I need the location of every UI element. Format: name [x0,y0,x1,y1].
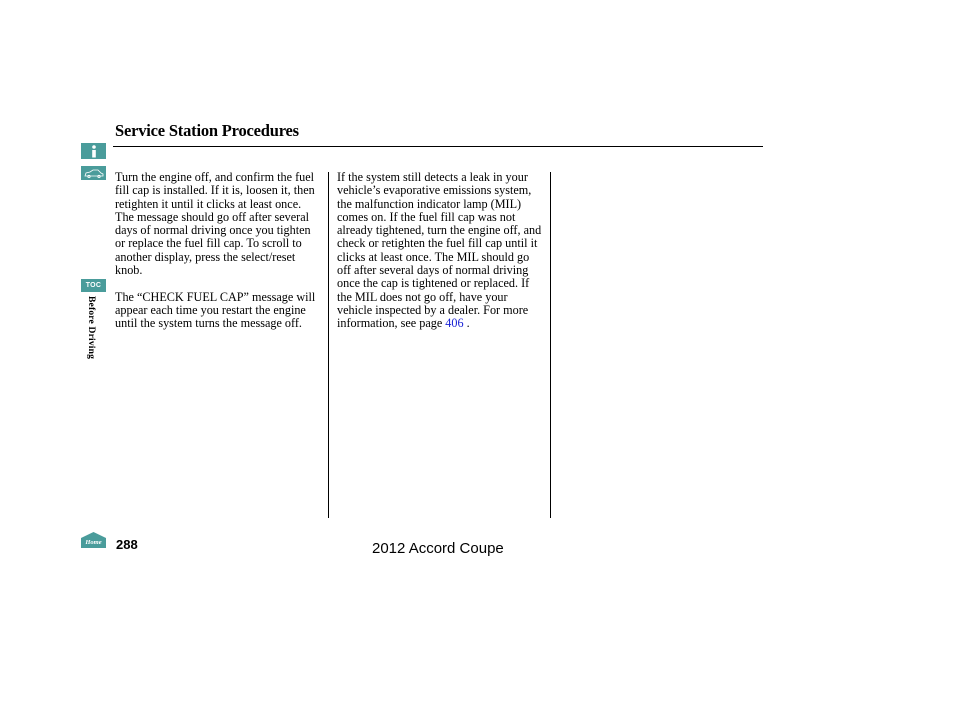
section-tab-label: Before Driving [86,296,96,360]
column-divider [550,172,551,518]
info-icon-button[interactable] [81,143,106,159]
page-reference-link[interactable]: 406 [445,316,464,331]
paragraph-mil-text: If the system still detects a leak in your vehicle’s evaporative emissions system, the malfunction indicator lamp (MIL) comes on. If the fuel fill cap was not already tightened, turn the engine off, and check or retighten the fuel fill cap until it clicks at least once. The MIL should go off after several days of normal driving once the cap is tightened or replaced. If the MIL does not go off, have your vehicle inspected by a dealer. For more information, see page [337,170,542,331]
text-column-middle [337,171,542,344]
home-icon [80,531,107,549]
paragraph-message: The “CHECK FUEL CAP” message will appear each time you restart the engine until the system turns the message off. [115,289,316,331]
title-rule [113,146,763,147]
paragraph-mil-end: . [463,316,470,331]
page-title: Service Station Procedures [115,121,299,140]
toc-button[interactable]: TOC [81,279,106,292]
info-icon [89,145,99,158]
page-number: 288 [116,537,138,552]
paragraph-mil [337,171,542,331]
car-icon [84,169,104,178]
car-icon-button[interactable] [81,166,106,180]
home-label: Home [85,539,102,546]
paragraph-check-cap: Turn the engine off, and confirm the fuel fill cap is installed. If it is, loosen it, then retighten it until it clicks at least once. The message should go off after several days of normal driving once you tighten or replace the fuel fill cap. To scroll to another display, press the select/reset knob. [115,170,315,278]
text-column-left [115,171,320,344]
footer-model: 2012 Accord Coupe [372,540,504,557]
home-button[interactable] [80,531,107,549]
column-divider [328,172,329,518]
